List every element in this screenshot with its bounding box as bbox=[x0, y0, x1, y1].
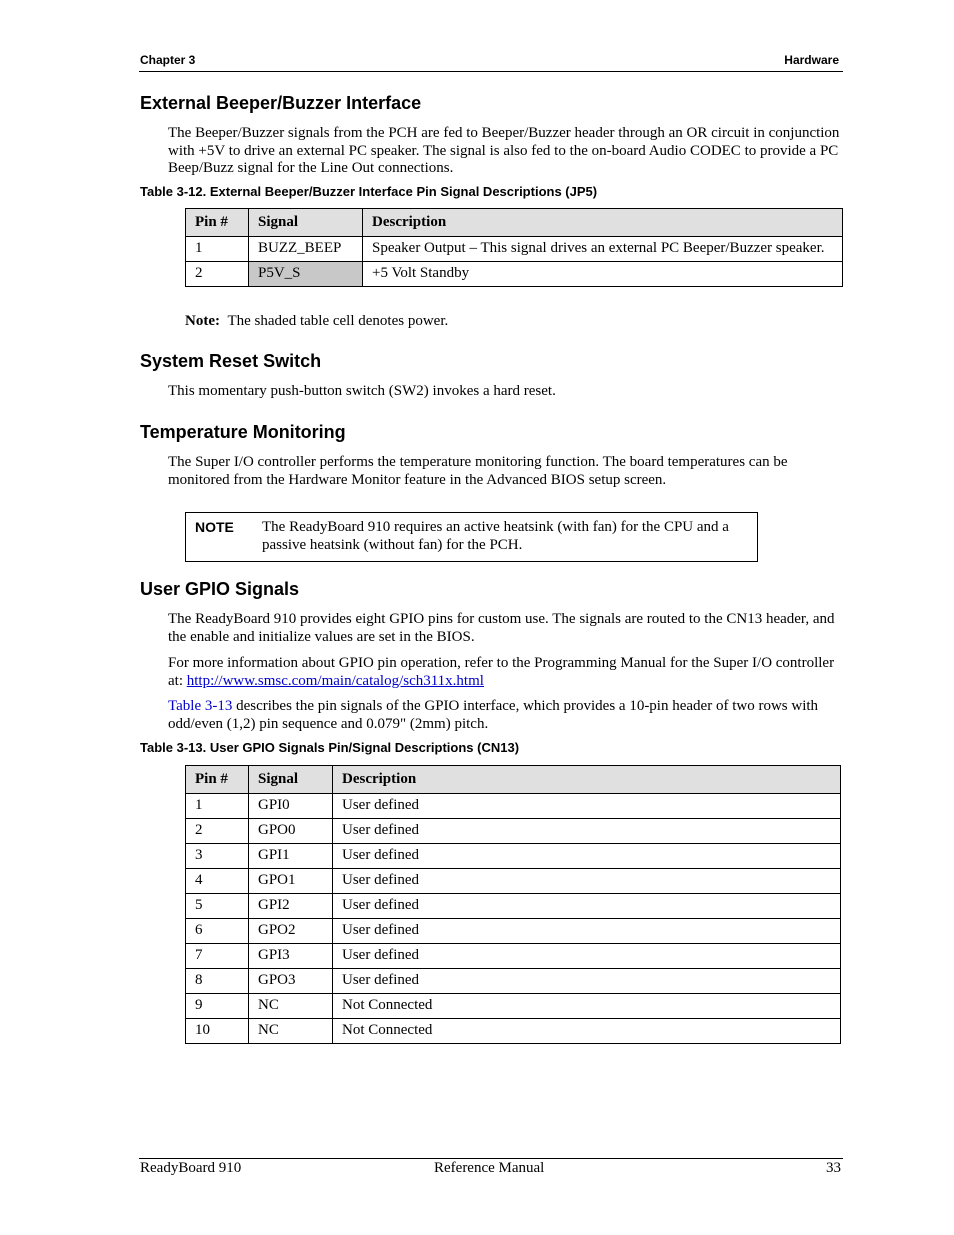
beeper-paragraph: The Beeper/Buzzer signals from the PCH are fed to Beeper/Buzzer header through an OR circuit in conjunction with +5V to drive an external PC speaker. The signal is also fed to the on-board Audio CODEC to provide a PC Beep/Buzz signal for the Line Out connections. bbox=[168, 125, 840, 176]
column-header-pin: Pin # bbox=[186, 766, 249, 794]
cell-pin: 2 bbox=[186, 819, 249, 844]
gpio-paragraph-3-text: describes the pin signals of the GPIO interface, which provides a 10-pin header of two rows with odd/even (1,2) pin sequence and 0.079" (2mm) pitch. bbox=[168, 698, 819, 732]
table-row bbox=[186, 869, 841, 894]
cell-description: Not Connected bbox=[333, 1019, 841, 1044]
cell-pin: 6 bbox=[186, 919, 249, 944]
cell-description: User defined bbox=[333, 844, 841, 869]
cell-pin: 2 bbox=[186, 262, 249, 287]
cell-pin: 9 bbox=[186, 994, 249, 1019]
table-header-row bbox=[186, 209, 843, 237]
cell-pin: 3 bbox=[186, 844, 249, 869]
table-row bbox=[186, 894, 841, 919]
footer-page-number: 33 bbox=[826, 1160, 841, 1176]
section-title-gpio: User GPIO Signals bbox=[140, 579, 300, 599]
cell-description: Speaker Output – This signal drives an external PC Beeper/Buzzer speaker. bbox=[363, 237, 843, 262]
table-jp5 bbox=[185, 208, 843, 287]
table-cn13 bbox=[185, 765, 841, 1044]
cell-pin: 8 bbox=[186, 969, 249, 994]
table-row bbox=[186, 969, 841, 994]
cell-signal: GPI1 bbox=[249, 844, 333, 869]
column-header-signal: Signal bbox=[249, 766, 333, 794]
table-caption-cn13: Table 3-13. User GPIO Signals Pin/Signal Descriptions (CN13) bbox=[140, 740, 520, 755]
table-row bbox=[186, 819, 841, 844]
gpio-paragraph-2 bbox=[168, 655, 844, 690]
column-header-pin: Pin # bbox=[186, 209, 249, 237]
table-row bbox=[186, 944, 841, 969]
note-label: Note: bbox=[185, 313, 220, 329]
cell-signal: GPI0 bbox=[249, 794, 333, 819]
cell-description: +5 Volt Standby bbox=[363, 262, 843, 287]
cell-signal: NC bbox=[249, 1019, 333, 1044]
table-row bbox=[186, 262, 843, 287]
table-row bbox=[186, 237, 843, 262]
cell-pin: 10 bbox=[186, 1019, 249, 1044]
column-header-signal: Signal bbox=[249, 209, 363, 237]
cell-signal: NC bbox=[249, 994, 333, 1019]
cell-pin: 4 bbox=[186, 869, 249, 894]
cell-signal: GPO2 bbox=[249, 919, 333, 944]
cell-description: Not Connected bbox=[333, 994, 841, 1019]
cell-pin: 1 bbox=[186, 794, 249, 819]
section-title-temperature: Temperature Monitoring bbox=[140, 422, 346, 442]
note-box-text: The ReadyBoard 910 requires an active heatsink (with fan) for the CPU and a passive heatsink (without fan) for the PCH. bbox=[262, 519, 729, 553]
table-row bbox=[186, 794, 841, 819]
cell-signal: GPI2 bbox=[249, 894, 333, 919]
running-header-section: Hardware bbox=[784, 53, 839, 67]
note-text: The shaded table cell denotes power. bbox=[227, 313, 449, 329]
cell-signal: GPO1 bbox=[249, 869, 333, 894]
table-row bbox=[186, 994, 841, 1019]
cell-signal: GPI3 bbox=[249, 944, 333, 969]
header-rule bbox=[139, 71, 843, 72]
cell-description: User defined bbox=[333, 819, 841, 844]
cell-pin: 1 bbox=[186, 237, 249, 262]
cell-pin: 5 bbox=[186, 894, 249, 919]
footer-rule bbox=[139, 1158, 843, 1159]
cell-pin: 7 bbox=[186, 944, 249, 969]
table-caption-jp5: Table 3-12. External Beeper/Buzzer Interface Pin Signal Descriptions (JP5) bbox=[140, 184, 598, 199]
cell-description: User defined bbox=[333, 894, 841, 919]
cell-signal: BUZZ_BEEP bbox=[249, 237, 363, 262]
gpio-paragraph-3 bbox=[168, 698, 844, 733]
cell-description: User defined bbox=[333, 919, 841, 944]
gpio-paragraph-2-text: For more information about GPIO pin operation, refer to the Programming Manual for the Super I/O controller at: bbox=[168, 655, 835, 689]
table-note bbox=[185, 313, 448, 330]
smsc-catalog-link[interactable]: http://www.smsc.com/main/catalog/sch311x.html bbox=[186, 672, 484, 689]
footer-manual-title: Reference Manual bbox=[434, 1160, 545, 1176]
cell-description: User defined bbox=[333, 794, 841, 819]
cell-signal: GPO3 bbox=[249, 969, 333, 994]
column-header-description: Description bbox=[333, 766, 841, 794]
cell-description: User defined bbox=[333, 969, 841, 994]
footer-product-name: ReadyBoard 910 bbox=[140, 1160, 242, 1176]
cell-signal: GPO0 bbox=[249, 819, 333, 844]
note-box bbox=[185, 512, 758, 562]
table-row bbox=[186, 844, 841, 869]
table-row bbox=[186, 1019, 841, 1044]
section-title-reset: System Reset Switch bbox=[140, 351, 322, 371]
running-header-chapter: Chapter 3 bbox=[140, 53, 196, 67]
note-box-label: NOTE bbox=[195, 519, 234, 535]
table-header-row bbox=[186, 766, 841, 794]
reset-paragraph: This momentary push-button switch (SW2) invokes a hard reset. bbox=[168, 383, 556, 399]
cell-signal-power-shaded: P5V_S bbox=[249, 262, 363, 287]
cell-description: User defined bbox=[333, 869, 841, 894]
cell-description: User defined bbox=[333, 944, 841, 969]
temperature-paragraph: The Super I/O controller performs the temperature monitoring function. The board temperatures can be monitored from the Hardware Monitor feature in the Advanced BIOS setup screen. bbox=[168, 454, 788, 488]
table-row bbox=[186, 919, 841, 944]
table-3-13-xref-link[interactable]: Table 3-13 bbox=[168, 698, 233, 714]
column-header-description: Description bbox=[363, 209, 843, 237]
gpio-paragraph-1: The ReadyBoard 910 provides eight GPIO pins for custom use. The signals are routed to the CN13 header, and the enable and initialize values are set in the BIOS. bbox=[168, 611, 835, 645]
section-title-beeper: External Beeper/Buzzer Interface bbox=[140, 93, 422, 113]
